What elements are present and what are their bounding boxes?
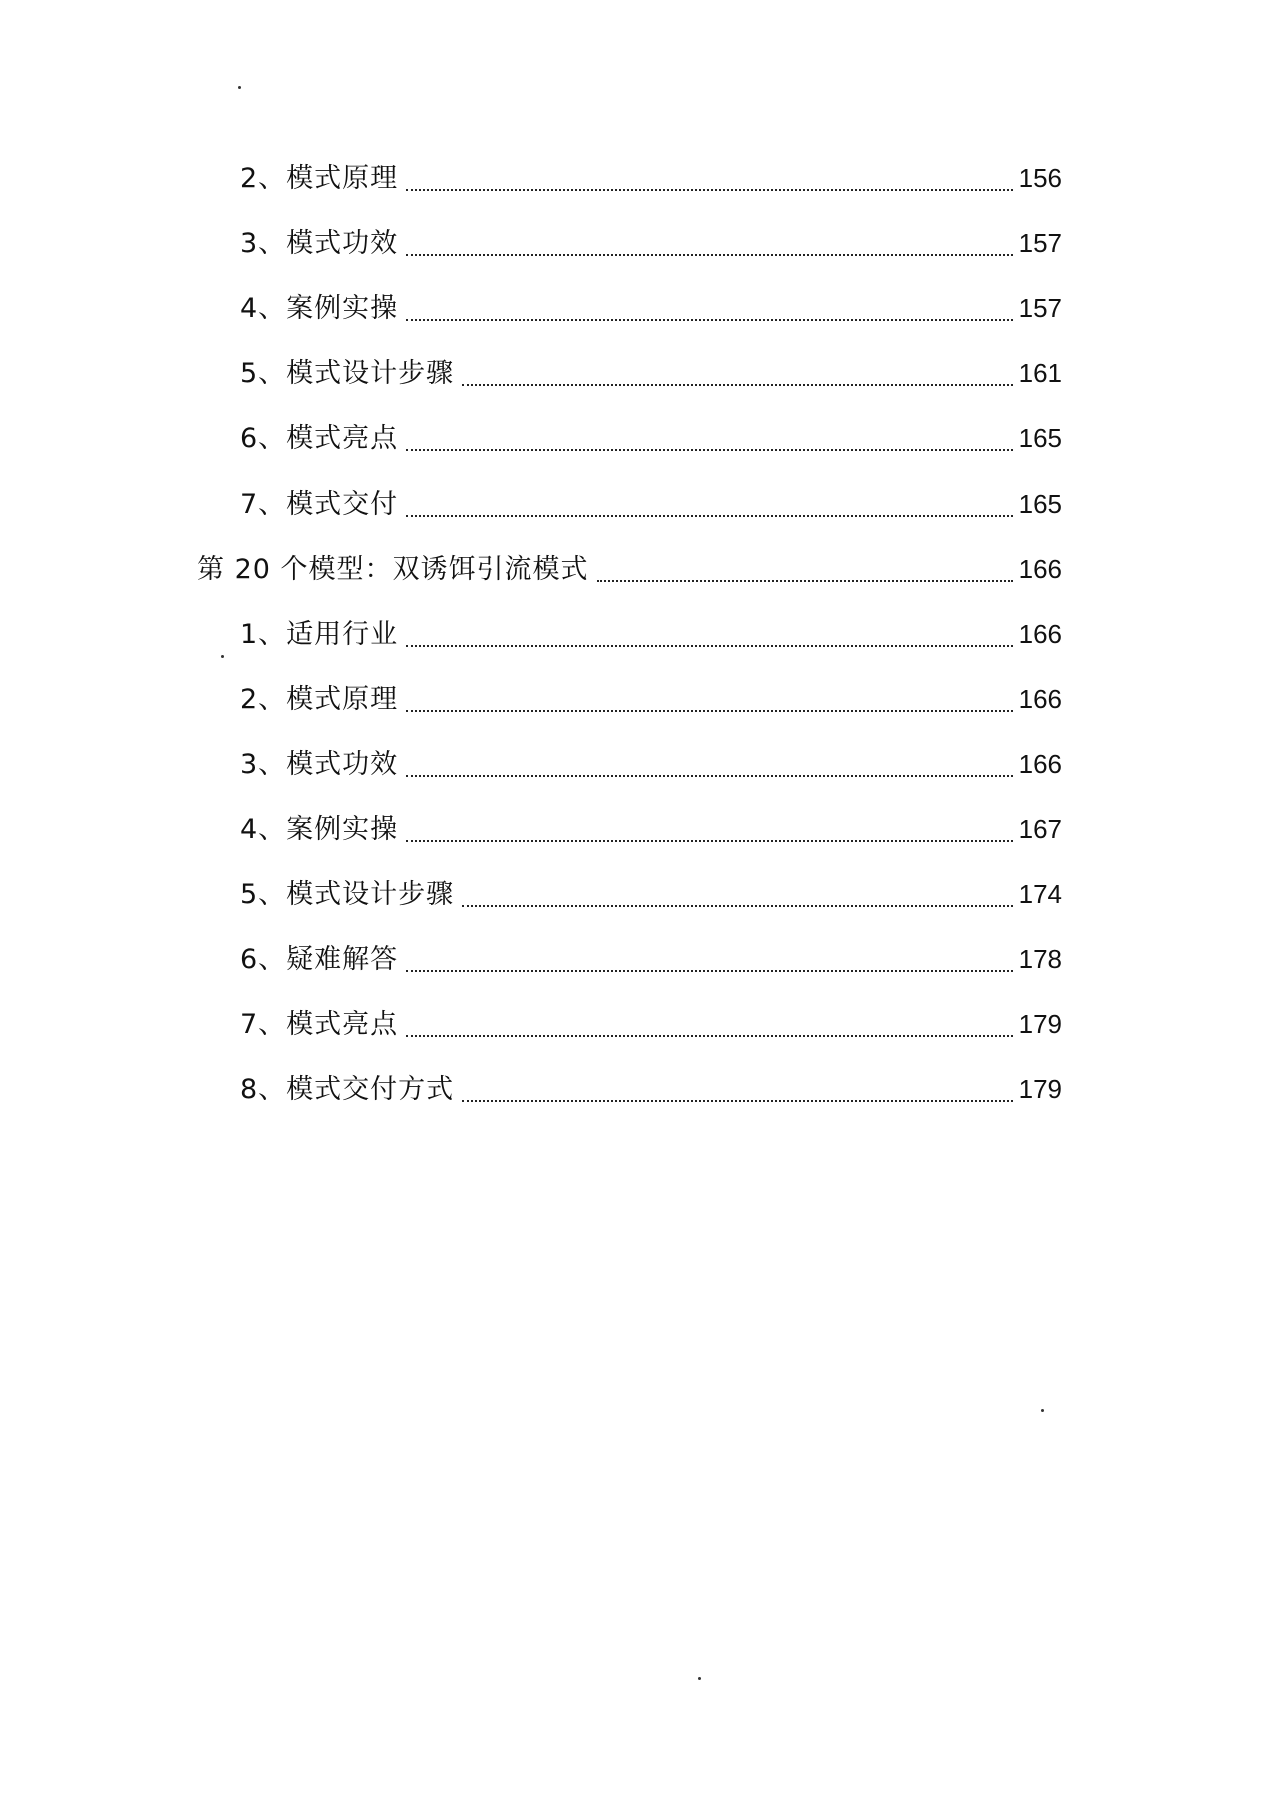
toc-page-number: 178: [1018, 944, 1062, 974]
toc-dot-leader: [406, 1035, 1012, 1037]
toc-dot-leader: [462, 1100, 1012, 1102]
toc-entry[interactable]: [240, 679, 1062, 719]
scan-speck: [698, 1677, 701, 1680]
toc-entry-label: 7、模式亮点: [240, 1009, 399, 1040]
toc-dot-leader: [406, 254, 1012, 256]
toc-dot-leader: [597, 580, 1013, 582]
toc-entry[interactable]: [240, 1004, 1062, 1044]
toc-entry-label: 3、模式功效: [240, 228, 399, 259]
toc-dot-leader: [406, 645, 1012, 647]
toc-dot-leader: [406, 515, 1012, 517]
toc-page-number: 166: [1018, 554, 1062, 584]
toc-entry-label: 5、模式设计步骤: [240, 358, 455, 389]
toc-entry-label: 4、案例实操: [240, 814, 399, 845]
toc-chapter-label: 第 20 个模型：双诱饵引流模式: [197, 554, 589, 585]
toc-entry[interactable]: [240, 484, 1062, 524]
toc-dot-leader: [406, 710, 1012, 712]
toc-page-number: 174: [1018, 879, 1062, 909]
toc-dot-leader: [406, 775, 1012, 777]
toc-entry[interactable]: [240, 614, 1062, 654]
toc-entry[interactable]: [240, 874, 1062, 914]
toc-page-number: 157: [1018, 228, 1062, 258]
toc-entry[interactable]: [240, 223, 1062, 263]
toc-page-number: 167: [1018, 814, 1062, 844]
scan-speck: [238, 86, 241, 89]
toc-entry[interactable]: [240, 1069, 1062, 1109]
toc-entry-label: 6、疑难解答: [240, 944, 399, 975]
scan-speck: [1041, 1409, 1044, 1412]
toc-page-number: 156: [1018, 163, 1062, 193]
toc-dot-leader: [406, 319, 1012, 321]
toc-entry[interactable]: [240, 939, 1062, 979]
toc-dot-leader: [406, 449, 1012, 451]
scan-speck: [221, 655, 224, 658]
toc-page-number: 166: [1018, 684, 1062, 714]
toc-entry-label: 2、模式原理: [240, 684, 399, 715]
toc-dot-leader: [462, 384, 1012, 386]
toc-entry-label: 2、模式原理: [240, 163, 399, 194]
toc-page-number: 165: [1018, 489, 1062, 519]
toc-page-number: 179: [1018, 1074, 1062, 1104]
toc-page-number: 157: [1018, 293, 1062, 323]
toc-page-number: 179: [1018, 1009, 1062, 1039]
toc-entry[interactable]: [240, 418, 1062, 458]
toc-entry[interactable]: [240, 288, 1062, 328]
toc-entry-label: 6、模式亮点: [240, 423, 399, 454]
toc-dot-leader: [462, 905, 1012, 907]
toc-page-number: 161: [1018, 358, 1062, 388]
toc-entry-label: 8、模式交付方式: [240, 1074, 455, 1105]
toc-entry[interactable]: [240, 353, 1062, 393]
toc-dot-leader: [406, 189, 1012, 191]
toc-entry[interactable]: [240, 744, 1062, 784]
toc-entry-label: 4、案例实操: [240, 293, 399, 324]
toc-entry[interactable]: [240, 158, 1062, 198]
toc-entry-label: 3、模式功效: [240, 749, 399, 780]
toc-entry-label: 5、模式设计步骤: [240, 879, 455, 910]
toc-dot-leader: [406, 840, 1012, 842]
toc-dot-leader: [406, 970, 1012, 972]
toc-chapter-entry[interactable]: [197, 549, 1062, 589]
toc-page-number: 166: [1018, 619, 1062, 649]
toc-entry-label: 1、适用行业: [240, 619, 399, 650]
toc-page-number: 165: [1018, 423, 1062, 453]
toc-entry-label: 7、模式交付: [240, 489, 399, 520]
toc-entry[interactable]: [240, 809, 1062, 849]
toc-page-number: 166: [1018, 749, 1062, 779]
